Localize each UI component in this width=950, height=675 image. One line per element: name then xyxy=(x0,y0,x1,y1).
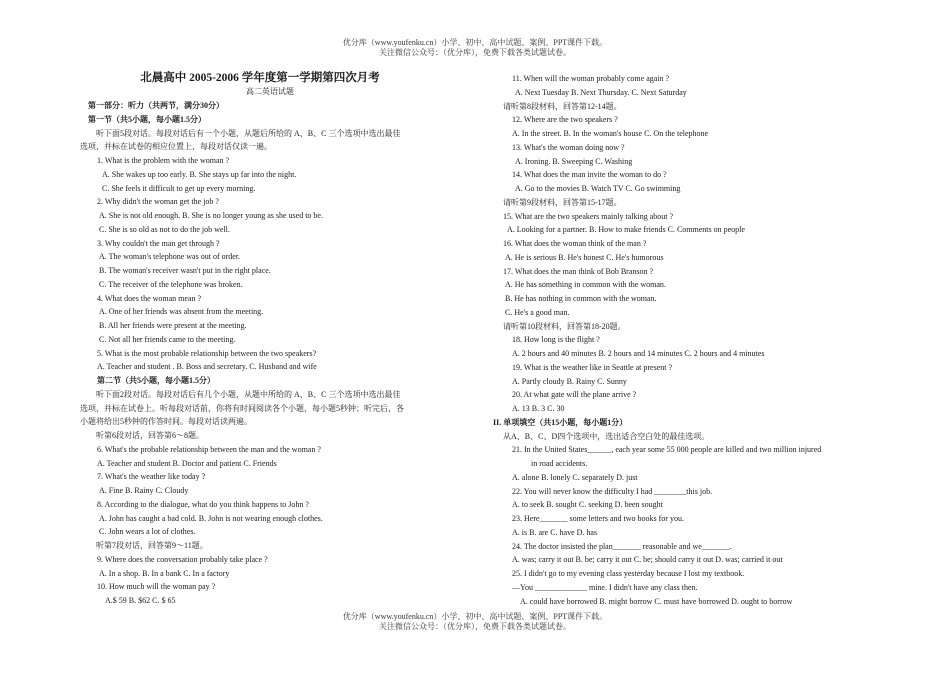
question-line: 4. What does the woman mean ? xyxy=(97,293,202,303)
question-line: 20. At what gate will the plane arrive ? xyxy=(512,390,637,400)
question-line: A. John has caught a bad cold. B. John is not wearing enough clothes. xyxy=(99,513,323,523)
question-line: 12. Where are the two speakers ? xyxy=(512,115,618,125)
question-line: A. Ironing. B. Sweeping C. Washing xyxy=(515,156,633,166)
question-line: 6. What's the probable relationship between the man and the woman ? xyxy=(97,444,321,454)
question-line: B. All her friends were present at the meeting. xyxy=(99,321,247,330)
question-line: 13. What's the woman doing now ? xyxy=(512,142,625,152)
question-line: B. The woman's receiver wasn't put in the right place. xyxy=(99,266,271,275)
question-line: A. He is serious B. He's honest C. He's humorous xyxy=(505,252,664,262)
question-line: C. She is so old as not to do the job well. xyxy=(99,224,230,234)
left-column xyxy=(80,72,460,608)
question-line: A. alone B. lonely C. separately D. just xyxy=(512,472,638,482)
question-line: 22. You will never know the difficulty I had ________this job. xyxy=(512,486,713,496)
question-line: —You _____________ mine. I didn't have any class then. xyxy=(512,582,698,592)
question-line: 请听第9段材料，回答第15-17题。 xyxy=(503,197,622,207)
exam-title: 北晨高中 2005-2006 学年度第一学期第四次月考 xyxy=(140,72,380,84)
question-line: 21. In the United States______, each year some 55 000 people are killed and two million injured xyxy=(512,445,822,455)
question-line: A. One of her friends was absent from the meeting. xyxy=(99,307,264,317)
page-footer xyxy=(0,612,950,632)
question-line: 11. When will the woman probably come again ? xyxy=(512,74,670,83)
footer-line-2: 关注微信公众号：（优分库），免费下载各类试题试卷。 xyxy=(379,622,571,631)
question-line: 16. What does the woman think of the man ? xyxy=(503,239,647,248)
section-heading: 第二节（共5小题，每小题1.5分） xyxy=(97,376,215,385)
question-line: A. to seek B. sought C. seeking D. been sought xyxy=(512,500,663,510)
question-line: 2. Why didn't the woman get the job ? xyxy=(97,197,219,207)
question-line: A. 13 B. 3 C. 30 xyxy=(512,404,565,413)
question-line: A. In a shop. B. In a bank C. In a factory xyxy=(99,568,230,578)
question-line: 14. What does the man invite the woman to do ? xyxy=(512,170,667,180)
question-line: A. He has something in common with the woman. xyxy=(505,280,666,290)
question-line: 25. I didn't go to my evening class yesterday because I lost my textbook. xyxy=(512,569,745,578)
question-line: 听第6段对话，回答第6～8题。 xyxy=(96,431,204,440)
question-line: 24. The doctor insisted the plan_______ reasonable and we_______. xyxy=(512,541,732,551)
question-line: A. The woman's telephone was out of order. xyxy=(99,252,241,262)
question-line: in road accidents. xyxy=(531,459,588,468)
question-line: 听下面2段对话。每段对话后有几个小题，从题中所给的 A、B、C 三个选项中选出最佳 xyxy=(96,389,401,399)
question-line: A. is B. are C. have D. has xyxy=(512,527,598,537)
header-line-2: 关注微信公众号：（优分库），免费下载各类试题试卷。 xyxy=(379,48,571,57)
question-line: B. He has nothing in common with the woman. xyxy=(505,294,657,303)
question-line: 7. What's the weather like today ? xyxy=(97,472,206,482)
question-line: A. could have borrowed B. might borrow C. must have borrowed D. ought to borrow xyxy=(520,596,793,606)
question-line: 请听第8段材料，回答第12-14题。 xyxy=(503,101,622,111)
question-line: 1. What is the problem with the woman ? xyxy=(97,156,230,165)
question-line: 9. Where does the conversation probably take place ? xyxy=(97,554,268,564)
question-line: C. The receiver of the telephone was broken. xyxy=(99,279,243,289)
question-line: A. Partly cloudy B. Rainy C. Sunny xyxy=(512,376,627,386)
question-line: A. She is not old enough. B. She is no longer young as she used to be. xyxy=(99,211,323,220)
question-line: 选项，并标在试卷上。听每段对话前，你将有时间阅读各个小题，每小题5秒钟；听完后，各 xyxy=(80,403,404,413)
footer-line-1: 优分库（www.youfenku.cn）小学、初中、高中试题、案例、PPT课件下载。 xyxy=(342,612,608,621)
header-line-1: 优分库（www.youfenku.cn）小学、初中、高中试题、案例、PPT课件下载。 xyxy=(342,38,608,47)
question-line: 15. What are the two speakers mainly talking about ? xyxy=(503,211,674,221)
question-line: 3. Why couldn't the man get through ? xyxy=(97,238,220,248)
question-line: 请听第10段材料，回答第18-20题。 xyxy=(503,321,626,331)
section-heading: II. 单项填空（共15小题，每小题1分） xyxy=(493,417,628,427)
question-line: C. He's a good man. xyxy=(505,307,570,317)
right-column-lines xyxy=(493,72,878,608)
question-line: 10. How much will the woman pay ? xyxy=(97,582,216,592)
question-line: 小题将给出5秒钟的作答时间。每段对话读两遍。 xyxy=(80,417,252,427)
question-line: C. She feels it difficult to get up every morning. xyxy=(102,183,256,193)
question-line: 听第7段对话，回答第9～11题。 xyxy=(96,541,208,550)
question-line: C. John wears a lot of clothes. xyxy=(99,527,196,537)
question-line: A. Teacher and student B. Doctor and patient C. Friends xyxy=(97,458,277,468)
question-line: A. Go to the movies B. Watch TV C. Go swimming xyxy=(515,184,681,193)
question-line: 5. What is the most probable relationship between the two speakers? xyxy=(97,348,317,358)
question-line: 18. How long is the flight ? xyxy=(512,335,600,345)
question-line: 从A、B、C、D四个选项中，选出适合空白处的最佳选项。 xyxy=(503,431,710,441)
right-column xyxy=(493,72,878,608)
question-line: A. Next Tuesday B. Next Thursday. C. Next Saturday xyxy=(515,87,687,97)
question-line: A. 2 hours and 40 minutes B. 2 hours and 14 minutes C. 2 hours and 4 minutes xyxy=(512,349,765,358)
question-line: 8. According to the dialogue, what do you think happens to John ? xyxy=(97,499,309,509)
question-line: 选项，并标在试卷的相应位置上，每段对话仅读一遍。 xyxy=(80,142,272,152)
section-heading: 第一节（共5小题，每小题1.5分） xyxy=(88,114,206,124)
question-line: 听下面5段对话。每段对话后有一个小题，从题后所给的 A、B、C 三个选项中选出最佳 xyxy=(96,128,401,138)
section-heading: 第一部分：听力（共两节，满分30分） xyxy=(88,101,224,110)
page-header xyxy=(0,38,950,58)
question-line: A. In the street. B. In the woman's house C. On the telephone xyxy=(512,129,709,138)
left-column-lines xyxy=(80,99,460,608)
question-line: A. Teacher and student . B. Boss and secretary. C. Husband and wife xyxy=(97,362,317,372)
question-line: A. Looking for a partner. B. How to make friends C. Comments on people xyxy=(507,225,745,235)
question-line: A. was; carry it out B. be; carry it out C. be; should carry it out D. was; carried it out xyxy=(512,555,783,565)
question-line: 19. What is the weather like in Seattle at present ? xyxy=(512,362,673,372)
exam-subtitle: 高二英语试题 xyxy=(246,87,294,96)
question-line: 23. Here_______ some letters and two books for you. xyxy=(512,514,684,523)
question-line: A. Fine B. Rainy C. Cloudy xyxy=(99,486,189,495)
question-line: C. Not all her friends came to the meeting. xyxy=(99,334,236,344)
question-line: A.$ 59 B. $62 C. $ 65 xyxy=(105,596,176,605)
question-line: 17. What does the man think of Bob Branson ? xyxy=(503,266,654,276)
question-line: A. She wakes up too early. B. She stays up far into the night. xyxy=(102,169,297,179)
